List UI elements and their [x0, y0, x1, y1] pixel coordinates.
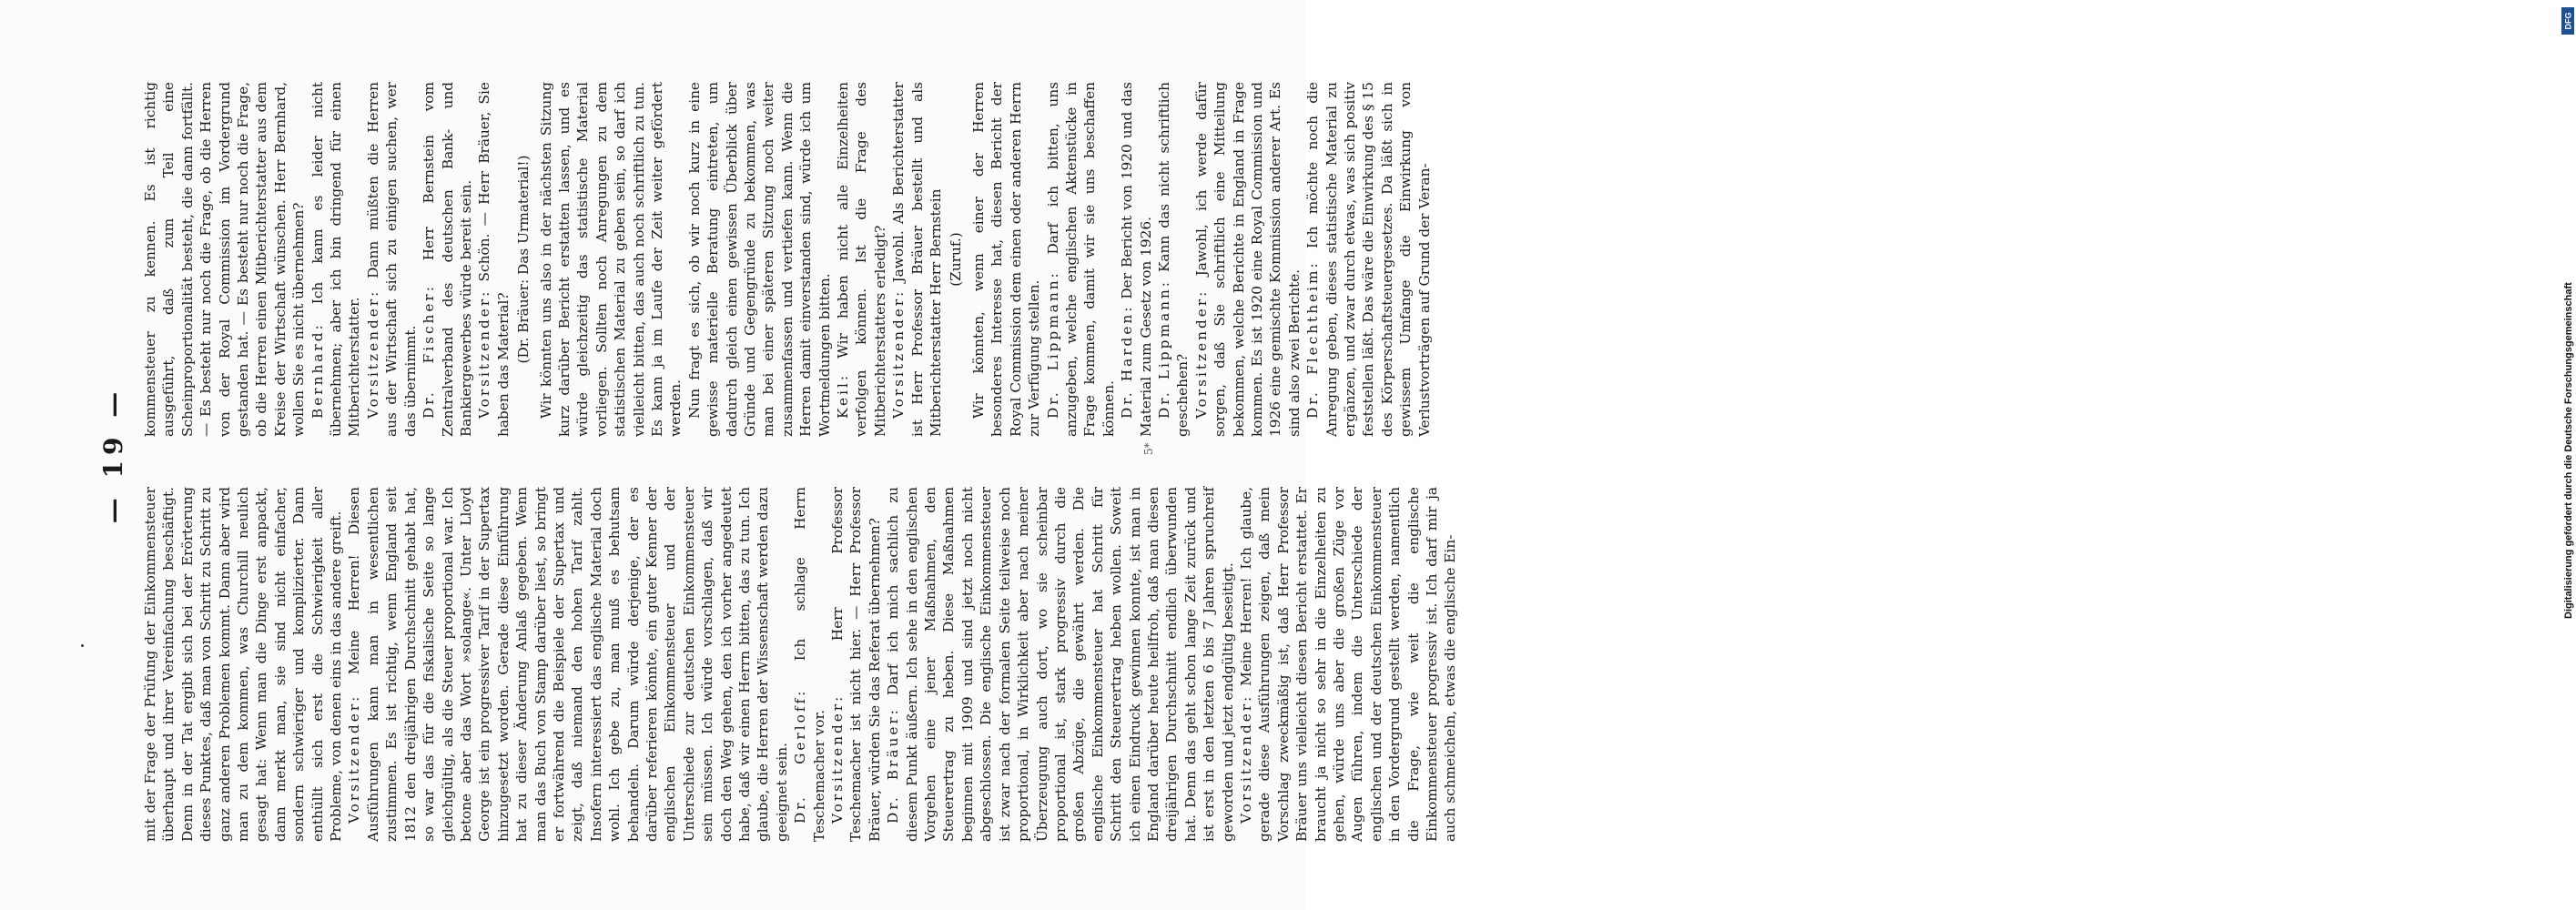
right-paragraph: [420, 82, 475, 437]
signature-mark: 5*: [1142, 442, 1155, 455]
paragraph-text: Darf ich mich sachlich zu diesem Punkt äußern. Ich sehe in den englischen Vorgehen eine jener Maßnahmen, den Steuerertrag zu heben. Diese Maßnahmen beginnen mit 1909 und sind jetzt noch nicht abgeschlossen. Die englische Einkommensteuer ist zwar nach der formalen Seite teilweise noch proportional, in Wirklichkeit aber nach meiner Überzeugung auch dort, wo sie scheinbar proportional ist, stark progressiv durch die großen Abzüge, die gewährt werden. Die englische Einkommensteuer hat Schritt für Schritt den Steuerertrag heben wollen. Soweit ich einen Eindruck gewinnen konnte, ist man in England darüber heute heilfroh, daß man diesen dreijährigen Durchschnitt endlich überwunden hat. Denn das geht schon lange Zeit zurück und ist erst in den letzten 6 bis 7 Jahren spruchreif geworden und jetzt endgültig beseitigt.: [885, 487, 1236, 842]
right-paragraph: [685, 82, 834, 437]
paragraph-text: Kann das nicht schriftlich geschehen?: [1155, 82, 1192, 437]
paragraph-text: (Dr. Bräuer: Das Urmaterial!): [515, 155, 532, 364]
paragraph-text: Ich möchte noch die Anregung geben, dieses statistische Material zu ergänzen, und zwar durch etwas, was sich positiv feststellen läßt. Das wäre die Einwirkung des § 15 des Körperschaftsteuergesetzes. Da läßt sich in gewissem Umfange die Einwirkung von Verlustvorträgen auf Grund der Veran-: [1304, 82, 1433, 437]
paragraph-text: Nun fragt es sich, ob wir noch kurz in eine gewisse materielle Beratung eintreten, um dadurch gleich einen gewissen Überblick über Gründe und Gegengründe zu bekommen, was man bei einer späteren Sitzung noch weiter zusammenfassen und vertiefen kann. Wenn die Herren damit einverstanden sind, würde ich um Wortmeldungen bitten.: [685, 82, 833, 437]
speaker-name: Bernhard:: [309, 322, 326, 419]
speaker-name: Vorsitzender:: [1192, 288, 1210, 419]
paragraph-text: Herr Professor Teschemacher ist nicht hier. — Herr Professor Bräuer, würden Sie das Referat übernehmen?: [829, 487, 883, 842]
left-paragraph: [791, 487, 828, 842]
paragraph-text: (Zuruf.): [948, 232, 965, 287]
speaker-name: Dr. Fischer:: [421, 284, 438, 419]
speaker-name: Dr. Bräuer:: [885, 707, 902, 824]
speaker-name: Keil:: [835, 372, 852, 419]
paragraph-text: Meine Herren! Diesen Ausführungen kann man in wesentlichen zustimmen. Es ist richtig, wenn England seit 1812 den dreijährigen Durchschnitt gehabt hat, so war das für die fiskalische Seite so lange gleichgültig, als die Steuer proportional war. Ich betone aber das Wort »solange«. Unter Lloyd George ist ein progressiver Tarif in der Supertax hinzugesetzt worden. Gerade diese Einführung hat zu dieser Änderung Anlaß gegeben. Wenn man das Buch von Stamp darüber liest, so bringt er fortwährend die Beispiele der Supertax und zeigt, daß niemand den hohen Tarif zahlt. Insofern interessiert das englische Material doch wohl. Ich gebe zu, man muß es behutsam behandeln. Darum würde derjenige, der es darüber referieren könnte, ein guter Kenner der englischen Einkommensteuer und der Unterschiede zur deutschen Einkommensteuer sein müssen. Ich würde vorschlagen, daß wir doch den Weg gehen, den ich vorher angedeutet habe, daß wir einen Herrn bitten, das zu tun. Ich glaube, die Herren der Wissenschaft werden dazu geeignet sein.: [346, 487, 790, 842]
speaker-name: Vorsitzender:: [364, 288, 381, 419]
right-paragraph: [141, 82, 309, 437]
paragraph-text: Jawohl, ich werde dafür sorgen, daß Sie schriftlich eine Mitteilung bekommen, welche Berichte in England in Frage kommen. Es ist 1920 eine Royal Commission und 1926 eine gemischte Kommission anderer Art. Es sind also zwei Berichte.: [1192, 82, 1303, 437]
paragraph-text: Meine Herren! Ich glaube, gerade diese Ausführungen zeigen, daß mein Vorschlag zweckmäßig ist, daß Herr Professor Bräuer uns vielleicht diesen Bericht erstattet. Er braucht ja nicht so sehr in die Einzelheiten zu gehen, würde uns aber die großen Züge vor Augen führen, indem die Unterschiede der englischen und der deutschen Einkommensteuer in den Vordergrund gestellt werden, namentlich die Frage, wie weit die englische Einkommensteuer progressiv ist. Ich darf mir ja auch schmeicheln, etwas die englische Ein-: [1237, 487, 1459, 842]
scan-speck: [81, 644, 84, 647]
dfg-logo: DFG: [2561, 7, 2574, 35]
paragraph-text: Ich schlage Herrn Teschemacher vor.: [792, 487, 827, 842]
digitization-credit: Digitalisierung gefördert durch die Deutsche Forschungsgemeinschaft: [2563, 282, 2574, 619]
page-number-header: — 19 —: [98, 386, 128, 524]
speaker-name: Vorsitzender:: [346, 693, 363, 824]
paragraph-text: Dann müßten die Herren aus der Wirtschaft sich zu einigen suchen, wer das übernimmt.: [364, 82, 419, 437]
paragraph-text: kommensteuer zu kennen. Es ist richtig ausgeführt, daß zum Teil eine Scheinproportionalität besteht, die dann fortfällt. — Es besteht nur noch die Frage, ob die Herren von der Royal Commission im Vordergrund gestanden hat. — Es besteht nur noch die Frage, ob die Herren einen Mitberichterstatter aus dem Kreise der Wirtschaft wünschen. Herr Bernhard, wollen Sie es nicht übernehmen?: [142, 82, 308, 437]
paragraph-text: Schön. — Herr Bräuer, Sie haben das Material?: [476, 82, 512, 437]
right-paragraph: [1155, 82, 1192, 437]
left-paragraph: [141, 487, 345, 842]
paragraph-text: mit der Frage der Prüfung der Einkommensteuer überhaupt und ihrer Vereinfachung beschäftigt. Denn in der Tat ergibt sich bei der Erörterung dieses Punktes, daß man von Schritt zu Schritt zu ganz anderen Problemen kommt. Dann aber wird man zu dem kommen, was Churchill neulich gesagt hat: Wenn man die Dinge erst anpackt, dann merkt man, sie sind nicht einfacher, sondern schwieriger und komplizierter. Dann enthüllt sich erst die Schwierigkeit aller Probleme, von denen eins in das andere greift.: [142, 487, 345, 842]
paragraph-text: Ich kann es leider nicht übernehmen; aber ich bin dringend für einen Mitberichterstatter.: [309, 82, 363, 437]
left-paragraph: [884, 487, 1237, 842]
speaker-name: Dr. Harden:: [1119, 304, 1136, 419]
right-column: [141, 82, 1433, 437]
right-paragraph: [834, 82, 889, 437]
right-paragraph: [1044, 82, 1119, 437]
right-paragraph: [475, 82, 512, 437]
paragraph-text: Darf ich bitten, uns anzugeben, welche englischen Aktenstücke in Frage kommen, damit wir sie uns beschaffen können.: [1044, 82, 1117, 437]
paragraph-text: Herr Bernstein vom Zentralverband des deutschen Bank- und Bankiergewerbes würde bereit sein.: [421, 82, 474, 437]
right-paragraph: [364, 82, 420, 437]
paragraph-text: Jawohl. Als Berichterstatter ist Herr Professor Bräuer bestellt und als Mitberichterstatter Herr Bernstein: [890, 82, 945, 437]
speaker-name: Dr. Lippmann:: [1155, 279, 1172, 419]
right-paragraph: [309, 82, 364, 437]
speaker-name: Dr. Flechtheim:: [1304, 260, 1322, 419]
left-column: [141, 487, 1459, 842]
paragraph-text: Wir könnten uns also in der nächsten Sitzung kurz darüber Bericht erstatten lassen, und es würde gleichzeitig das statistische Material vorliegen. Sollten noch Anregungen zu dem statistischen Material zu geben sein, so darf ich vielleicht bitten, das auch noch schriftlich zu tun. Es kann ja im Laufe der Zeit weiter gefördert werden.: [537, 82, 685, 437]
right-paragraph: [969, 82, 1044, 437]
paragraph-text: Wir könnten, wenn einer der Herren besonderes Interesse hat, diesen Bericht der Royal Commission dem einen oder anderen Herrn zur Verfügung stellen.: [969, 82, 1043, 437]
right-paragraph: [947, 82, 965, 437]
speaker-name: Dr. Gerloff:: [792, 688, 809, 824]
right-paragraph: [1118, 82, 1155, 437]
right-paragraph: [537, 82, 685, 437]
paragraph-text: Der Bericht von 1920 und das Material zum Gesetz von 1926.: [1119, 82, 1154, 437]
speaker-name: Vorsitzender:: [890, 288, 908, 419]
rotated-text-block: [96, 64, 1459, 846]
paragraph-text: Wir haben nicht alle Einzelheiten verfolgen können. Ist die Frage des Mitberichterstatters erledigt?: [835, 82, 888, 437]
speaker-name: Vorsitzender:: [829, 693, 847, 824]
left-paragraph: [828, 487, 884, 842]
left-paragraph: [345, 487, 791, 842]
speaker-name: Vorsitzender:: [476, 288, 493, 419]
right-paragraph: [889, 82, 945, 437]
speaker-name: Vorsitzender:: [1237, 693, 1254, 824]
speaker-name: Dr. Lippmann:: [1044, 270, 1061, 419]
right-paragraph: [1303, 82, 1434, 437]
right-paragraph: [514, 82, 532, 437]
